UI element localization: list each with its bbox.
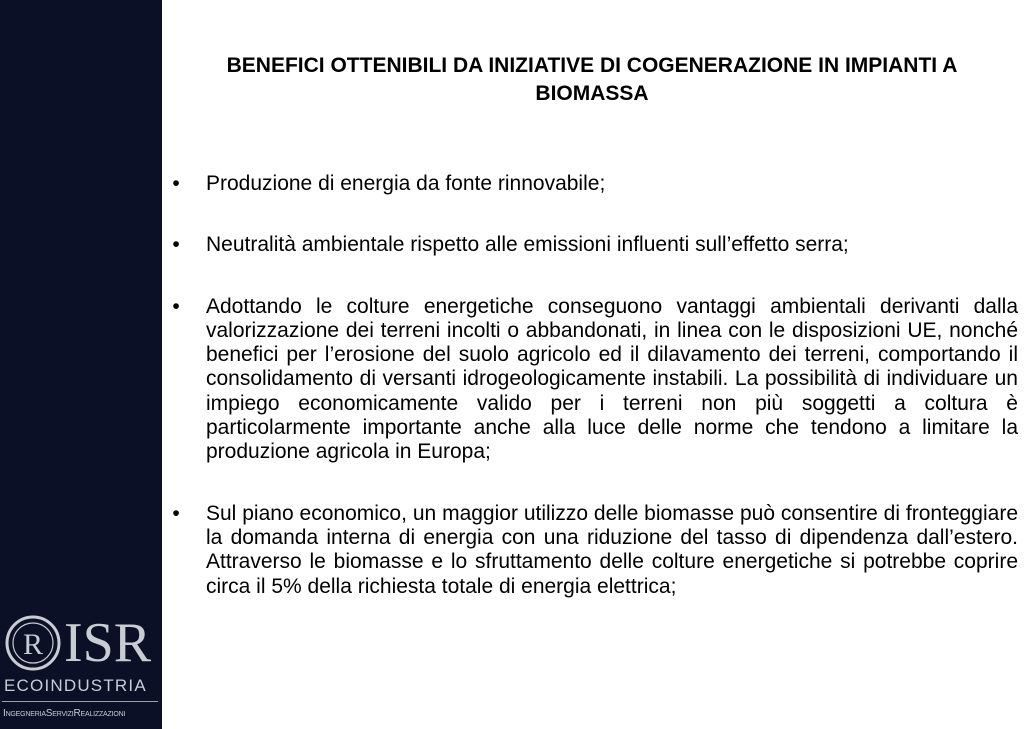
bullet-marker: • xyxy=(172,172,180,195)
bullet-marker: • xyxy=(172,501,180,525)
logo-circle-icon xyxy=(4,614,62,672)
bullet-text: Sul piano economico, un maggior utilizzo delle biomasse può consentire di fronteggiare la domanda interna di energia con una riduzione del tasso di dipendenza dall’estero. Attraverso le biomasse e lo sfruttamento delle colture energetiche si potrebbe coprire circa il 5% della richiesta totale di energia elettrica; xyxy=(206,501,1018,598)
bullet-text: Produzione di energia da fonte rinnovabile; xyxy=(206,172,606,195)
bullet-item xyxy=(166,233,1018,257)
logo-tagline: IngegneriaServiziRealizzazioni xyxy=(3,708,126,719)
sidebar xyxy=(0,0,162,729)
bullet-item xyxy=(166,502,1018,599)
bullet-item xyxy=(166,295,1018,465)
bullet-text: Adottando le colture energetiche conseguono vantaggi ambientali derivanti dalla valorizzazione dei terreni incolti o abbandonati, in linea con le disposizioni UE, nonché benefici per l’erosione del suolo agricolo ed il dilavamento dei terreni, comportando il consolidamento di versanti idrogeologicamente instabili. La possibilità di individuare un impiego economicamente valido per i terreni non più soggetti a coltura è particolarmente importante anche alla luce delle norme che tendono a limitare la produzione agricola in Europa; xyxy=(206,294,1018,464)
logo-divider xyxy=(2,701,158,702)
bullet-marker: • xyxy=(172,294,180,318)
logo-brand: ISR xyxy=(64,612,152,674)
slide-title: BENEFICI OTTENIBILI DA INIZIATIVE DI COGENERAZIONE IN IMPIANTI A BIOMASSA xyxy=(226,54,958,105)
logo-subtitle: ECOINDUSTRIA xyxy=(4,676,147,695)
logo-mark-letter: R xyxy=(22,628,44,661)
bullet-marker: • xyxy=(172,233,180,257)
company-logo xyxy=(0,612,162,729)
bullet-list xyxy=(166,172,1018,599)
bullet-text: Neutralità ambientale rispetto alle emissioni influenti sull’effetto serra; xyxy=(206,233,849,257)
bullet-item xyxy=(166,172,1018,196)
